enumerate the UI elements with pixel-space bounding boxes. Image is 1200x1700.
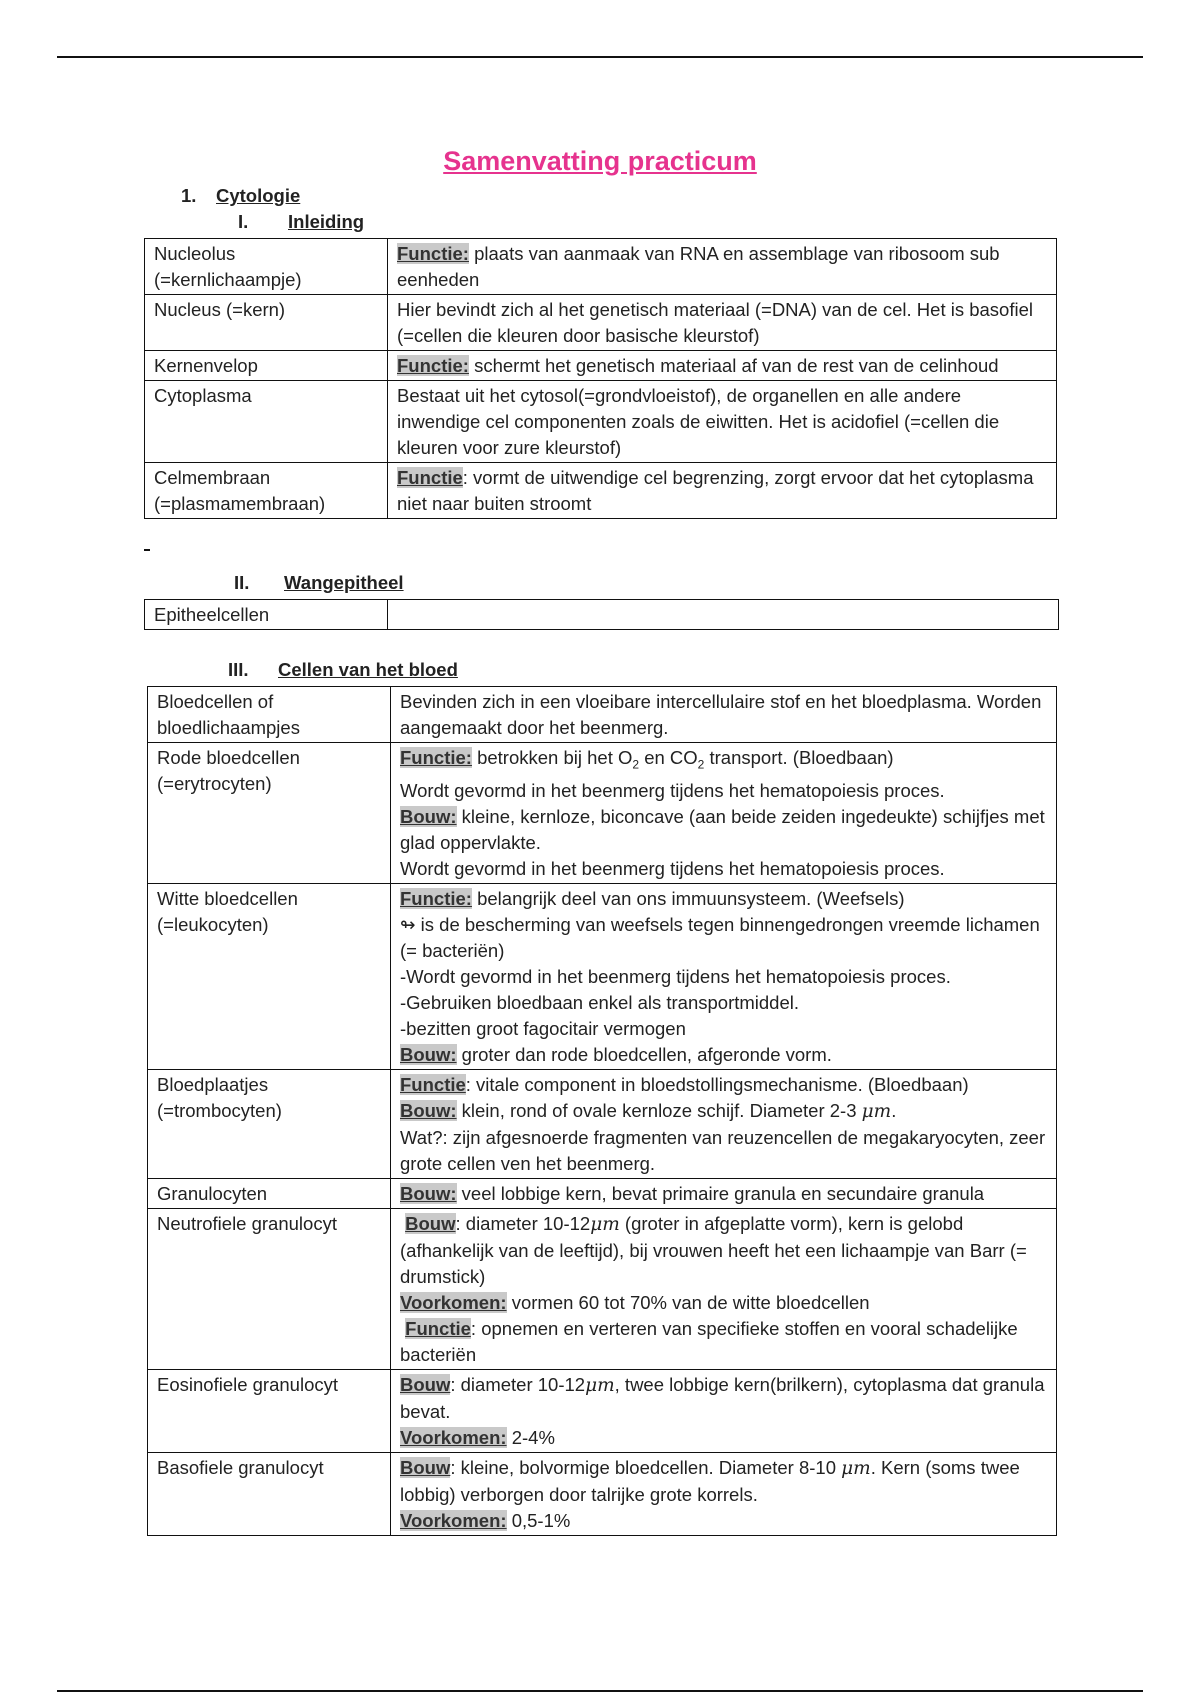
description-text: plaats van aanmaak van RNA en assemblage van ribosoom sub eenheden: [397, 243, 1000, 290]
description-text: , twee lobbige kern(brilkern), cytoplasma dat granula bevat.: [400, 1373, 1045, 1422]
keyword-label: Functie:: [397, 243, 469, 264]
description-text: kleine, kernloze, biconcave (aan beide zeiden ingedeukte) schijfjes met glad oppervlakte.: [400, 805, 1045, 853]
keyword-label: Functie: [400, 1073, 466, 1095]
description-cell: [391, 1069, 1057, 1178]
description-line: [400, 1316, 1047, 1368]
keyword-label: Bouw: [405, 1212, 456, 1234]
description-text: : opnemen en verteren van specifieke stoffen en vooral schadelijke bacteriën: [400, 1317, 1018, 1365]
description-cell: [388, 463, 1057, 519]
description-text: betrokken bij het O: [471, 747, 633, 768]
description-line: [400, 1455, 1047, 1508]
table-row: [148, 1452, 1057, 1535]
description-text: Bestaat uit het cytosol(=grondvloeistof), de organellen en alle andere inwendige cel componenten zoals de eiwitten. Het is acidofiel (=cellen die kleuren voor zure kleurstof): [397, 385, 1000, 458]
term-text: (=leukocyten): [157, 913, 269, 935]
table-row: [145, 600, 1059, 630]
term-text: Bloedplaatjes: [157, 1073, 269, 1095]
description-text: en CO: [639, 747, 698, 768]
term-text: (=kernlichaampje): [154, 269, 302, 290]
description-line: [400, 1072, 1047, 1098]
keyword-label: Bouw:: [400, 1099, 457, 1121]
unit-micrometer: μm: [841, 1457, 871, 1479]
subheading-title: Cellen van het bloed: [278, 659, 458, 680]
term-text: Bloedcellen of: [157, 691, 274, 712]
stray-dash-mark: [144, 549, 150, 551]
description-text: 2-4%: [506, 1426, 555, 1448]
table-row: [145, 239, 1057, 295]
term-cell: [148, 1369, 391, 1452]
description-cell: [391, 743, 1057, 884]
table-row: [148, 1178, 1057, 1208]
description-text: Bevinden zich in een vloeibare intercellulaire stof en het bloedplasma. Worden aangemaakt door het beenmerg.: [400, 691, 1042, 738]
description-line: [400, 886, 1047, 912]
description-cell: [388, 239, 1057, 295]
description-text: transport. (Bloedbaan): [704, 747, 894, 768]
description-text: : kleine, bolvormige bloedcellen. Diameter 8-10: [450, 1456, 842, 1478]
wangepitheel-table: [144, 599, 1059, 630]
term-text: Nucleolus: [154, 243, 236, 264]
description-text: is de bescherming van weefsels tegen binnengedrongen vreemde lichamen (= bacteriën): [400, 913, 1040, 961]
subheading-inleiding: [238, 211, 364, 233]
description-text: klein, rond of ovale kernloze schijf. Diameter 2-3: [456, 1099, 862, 1121]
description-line: Wat?: zijn afgesnoerde fragmenten van reuzencellen de megakaryocyten, zeer grote cellen ven het beenmerg.: [400, 1126, 1046, 1174]
term-text: Eosinofiele granulocyt: [157, 1373, 338, 1395]
subheading-number: III.: [228, 659, 249, 680]
term-cell: [145, 239, 388, 295]
term-text: Kernenvelop: [154, 355, 258, 376]
description-line: [400, 804, 1047, 856]
term-text: Nucleus (=kern): [154, 299, 286, 320]
keyword-label: Bouw: [400, 1456, 451, 1478]
keyword-label: Functie:: [397, 355, 469, 376]
unit-micrometer: μm: [585, 1374, 615, 1396]
table-row: [145, 381, 1057, 463]
description-text: (groter in afgeplatte vorm), kern is gelobd (afhankelijk van de leeftijd), bij vrouwen heeft het een lichaampje van Barr (= drumstick): [400, 1212, 1027, 1287]
term-text: (=erytrocyten): [157, 773, 272, 794]
inleiding-table: [144, 238, 1057, 519]
description-text: : diameter 10-12: [450, 1373, 586, 1395]
table-row: [148, 883, 1057, 1069]
term-cell: [148, 1069, 391, 1178]
table-row: [145, 295, 1057, 351]
description-line: -bezitten groot fagocitair vermogen: [400, 1017, 686, 1039]
keyword-label: Functie: [405, 1317, 471, 1339]
description-text: 0,5-1%: [506, 1509, 571, 1531]
subheading-number: I.: [238, 211, 249, 232]
term-cell: [148, 1452, 391, 1535]
term-text: (=plasmamembraan): [154, 493, 326, 514]
table-row: [148, 1369, 1057, 1452]
description-cell: [388, 351, 1057, 381]
description-text: : vormt de uitwendige cel begrenzing, zorgt ervoor dat het cytoplasma niet naar buiten stroomt: [397, 467, 1034, 514]
subscript: 2: [632, 757, 640, 772]
subheading-cellen-van-het-bloed: [228, 659, 458, 681]
subscript: 2: [697, 757, 705, 772]
term-cell: [148, 1178, 391, 1208]
term-text: Granulocyten: [157, 1182, 268, 1204]
table-row: [145, 351, 1057, 381]
section-heading-cytologie: [181, 185, 300, 207]
description-line: [400, 1042, 1047, 1068]
description-line: [400, 1372, 1047, 1425]
description-cell: [391, 1452, 1057, 1535]
term-text: Epitheelcellen: [154, 604, 270, 625]
description-line: [400, 1508, 1047, 1534]
description-line: [400, 745, 1047, 778]
document-title: Samenvatting practicum: [443, 146, 757, 176]
term-cell: [145, 295, 388, 351]
subheading-number: II.: [234, 572, 250, 593]
description-text: belangrijk deel van ons immuunsysteem. (Weefsels): [471, 887, 905, 909]
keyword-label: Functie:: [400, 887, 472, 909]
term-cell: [145, 600, 388, 630]
footer-rule: [57, 1690, 1143, 1692]
term-text: Cytoplasma: [154, 385, 252, 406]
term-cell: [148, 883, 391, 1069]
keyword-label: Bouw:: [400, 805, 457, 827]
keyword-label: Voorkomen:: [400, 1426, 507, 1448]
description-line: -Gebruiken bloedbaan enkel als transportmiddel.: [400, 991, 800, 1013]
term-text: (=trombocyten): [157, 1099, 282, 1121]
description-text: veel lobbige kern, bevat primaire granula en secundaire granula: [456, 1182, 985, 1204]
term-text: Rode bloedcellen: [157, 747, 300, 768]
description-cell: [388, 295, 1057, 351]
description-text: schermt het genetisch materiaal af van de rest van de celinhoud: [468, 355, 999, 376]
term-text: Witte bloedcellen: [157, 887, 298, 909]
term-cell: [148, 1208, 391, 1369]
description-text: . Kern (soms twee lobbig) verborgen door talrijke grote korrels.: [400, 1456, 1020, 1505]
description-text: : diameter 10-12: [455, 1212, 591, 1234]
description-line: [400, 1211, 1047, 1290]
table-row: [148, 1208, 1057, 1369]
keyword-label: Bouw:: [400, 1043, 457, 1065]
description-text: vormen 60 tot 70% van de witte bloedcellen: [506, 1291, 870, 1313]
term-text: Neutrofiele granulocyt: [157, 1212, 337, 1234]
description-text: .: [891, 1099, 897, 1121]
term-cell: [148, 743, 391, 884]
term-cell: [145, 351, 388, 381]
description-cell: [391, 687, 1057, 743]
unit-micrometer: μm: [861, 1100, 892, 1122]
description-line: Wordt gevormd in het beenmerg tijdens het hematopoiesis proces.: [400, 857, 945, 879]
keyword-label: Voorkomen:: [400, 1291, 507, 1313]
subheading-wangepitheel: [234, 572, 404, 594]
keyword-label: Functie: [397, 467, 463, 488]
section-title: Cytologie: [216, 185, 301, 206]
table-row: [145, 463, 1057, 519]
subheading-title: Wangepitheel: [284, 572, 404, 593]
description-line: Wordt gevormd in het beenmerg tijdens het hematopoiesis proces.: [400, 779, 945, 801]
term-cell: [148, 687, 391, 743]
description-cell: [391, 1369, 1057, 1452]
description-cell: [388, 381, 1057, 463]
description-cell: [391, 1178, 1057, 1208]
term-cell: [145, 381, 388, 463]
keyword-label: Bouw: [400, 1373, 451, 1395]
description-cell: [391, 1208, 1057, 1369]
description-text: Hier bevindt zich al het genetisch materiaal (=DNA) van de cel. Het is basofiel (=cellen die kleuren door basische kleurstof): [397, 299, 1033, 346]
table-row: [148, 1069, 1057, 1178]
header-rule: [57, 56, 1143, 58]
table-row: [148, 743, 1057, 884]
term-cell: [145, 463, 388, 519]
section-number: 1.: [181, 185, 197, 206]
table-row: [148, 687, 1057, 743]
term-text: Celmembraan: [154, 467, 271, 488]
description-cell: [391, 883, 1057, 1069]
term-text: bloedlichaampjes: [157, 717, 300, 738]
description-line: [400, 912, 1047, 964]
unit-micrometer: μm: [590, 1213, 620, 1235]
keyword-label: Functie:: [400, 747, 472, 768]
keyword-label: Bouw:: [400, 1182, 457, 1204]
description-line: -Wordt gevormd in het beenmerg tijdens het hematopoiesis proces.: [400, 965, 951, 987]
description-text: : vitale component in bloedstollingsmechanisme. (Bloedbaan): [465, 1073, 969, 1095]
description-line: [400, 1290, 1047, 1316]
term-text: Basofiele granulocyt: [157, 1456, 324, 1478]
subheading-title: Inleiding: [288, 211, 365, 232]
description-text: groter dan rode bloedcellen, afgeronde vorm.: [456, 1043, 832, 1065]
description-line: [400, 1425, 1047, 1451]
keyword-label: Voorkomen:: [400, 1509, 507, 1531]
description-cell: [388, 600, 1059, 630]
curved-arrow-icon: ↬: [400, 913, 416, 935]
bloedcellen-table: [147, 686, 1057, 1536]
description-line: [400, 1098, 1047, 1125]
